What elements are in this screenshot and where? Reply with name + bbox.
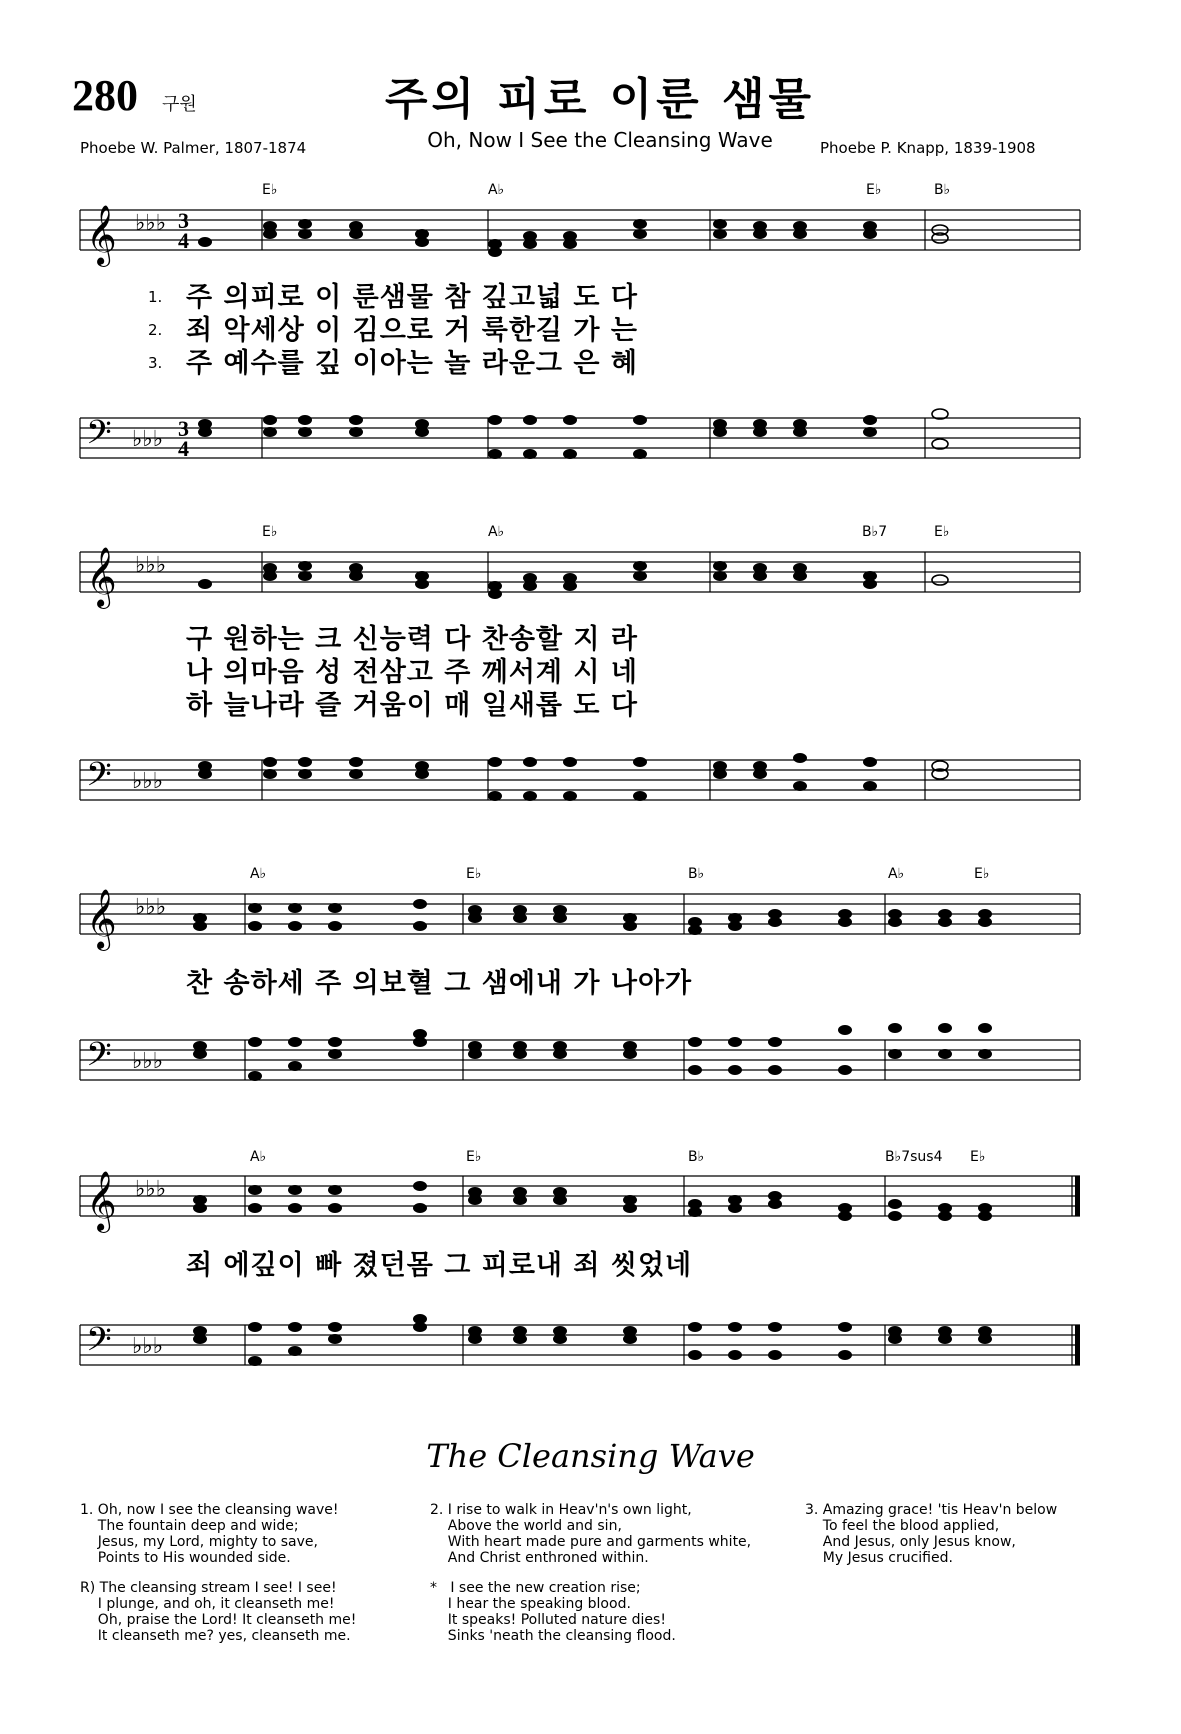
hymn-title: 주의 피로 이룬 샘물: [385, 74, 815, 125]
treble-staff: [0, 542, 1181, 622]
treble-staff: [0, 884, 1181, 964]
lyricist-credit: Phoebe W. Palmer, 1807-1874: [80, 139, 307, 157]
chord-symbol: A♭: [888, 866, 905, 882]
lyric-line: 죄 악세상 이 김으로 거 룩한길 가 는: [186, 315, 638, 346]
english-subtitle: Oh, Now I See the Cleansing Wave: [427, 128, 773, 152]
svg-text:♭♭♭: ♭♭♭: [135, 1177, 167, 1202]
chord-symbol: A♭: [488, 182, 505, 198]
english-stanza: 2. I rise to walk in Heav'n's own light, Above the world and sin, With heart made pure and garments white, And Christ enthroned within.: [430, 1502, 752, 1566]
hymn-number: 280: [72, 71, 138, 120]
svg-text:♭♭♭: ♭♭♭: [135, 211, 167, 236]
treble-staff: [0, 200, 1181, 280]
lyric-line: 죄 에깊이 빠 졌던몸 그 피로내 죄 씻었네: [186, 1250, 693, 1281]
chord-symbol: B♭: [934, 182, 951, 198]
svg-text:♭♭♭: ♭♭♭: [135, 895, 167, 920]
svg-text:𝄞: 𝄞: [86, 205, 117, 265]
bass-staff: [0, 740, 1181, 820]
svg-text:4: 4: [178, 228, 189, 253]
svg-text:𝄢: 𝄢: [86, 1321, 112, 1367]
svg-text:𝄞: 𝄞: [86, 1171, 117, 1231]
verse-number: 3.: [148, 354, 163, 372]
verse-number: 2.: [148, 321, 163, 339]
lyric-line: 주 예수를 깊 이아는 놀 라운그 은 혜: [186, 348, 638, 379]
lyric-line: 구 원하는 크 신능력 다 찬송할 지 라: [186, 624, 638, 655]
chord-symbol: E♭: [262, 182, 278, 198]
lyric-line: 나 의마음 성 전삼고 주 께서계 시 네: [186, 657, 638, 688]
svg-text:𝄢: 𝄢: [86, 414, 112, 460]
lyric-line: 찬 송하세 주 의보혈 그 샘에내 가 나아가: [186, 968, 693, 999]
chord-symbol: A♭: [250, 1149, 267, 1165]
svg-text:♭♭♭: ♭♭♭: [132, 1334, 164, 1359]
lyric-line: 하 늘나라 즐 거움이 매 일새롭 도 다: [186, 690, 638, 721]
chord-symbol: E♭: [466, 866, 482, 882]
english-refrain: R) The cleansing stream I see! I see! I plunge, and oh, it cleanseth me! Oh, praise the Lord! It cleanseth me! It cleanseth me? yes, cleanseth me.: [80, 1580, 357, 1644]
english-stanza: * I see the new creation rise; I hear the speaking blood. It speaks! Polluted nature dies! Sinks 'neath the cleansing flood.: [430, 1580, 676, 1644]
svg-text:♭♭♭: ♭♭♭: [132, 769, 164, 794]
bass-staff: [0, 1020, 1181, 1100]
english-stanza: 3. Amazing grace! 'tis Heav'n below To feel the blood applied, And Jesus, only Jesus know, My Jesus crucified.: [805, 1502, 1058, 1566]
hymn-category: 구원: [162, 94, 197, 115]
svg-text:4: 4: [178, 436, 189, 461]
chord-symbol: B♭: [688, 1149, 705, 1165]
svg-text:3: 3: [178, 416, 189, 441]
chord-symbol: A♭: [488, 524, 505, 540]
bass-staff: [0, 398, 1181, 478]
svg-text:𝄞: 𝄞: [86, 547, 117, 607]
chord-symbol: E♭: [866, 182, 882, 198]
svg-text:𝄢: 𝄢: [86, 1036, 112, 1082]
svg-text:𝄞: 𝄞: [86, 889, 117, 949]
treble-staff: [0, 1166, 1181, 1246]
lyric-line: 주 의피로 이 룬샘물 참 깊고넓 도 다: [186, 282, 638, 313]
svg-text:𝄢: 𝄢: [86, 756, 112, 802]
chord-symbol: E♭: [262, 524, 278, 540]
chord-symbol: E♭: [974, 866, 990, 882]
verse-number: 1.: [148, 288, 163, 306]
english-title: The Cleansing Wave: [426, 1437, 755, 1475]
english-stanza: 1. Oh, now I see the cleansing wave! The fountain deep and wide; Jesus, my Lord, mighty to save, Points to His wounded side.: [80, 1502, 339, 1566]
composer-credit: Phoebe P. Knapp, 1839-1908: [820, 139, 1036, 157]
chord-symbol: E♭: [466, 1149, 482, 1165]
svg-text:♭♭♭: ♭♭♭: [132, 427, 164, 452]
chord-symbol: B♭7: [862, 524, 888, 540]
chord-symbol: A♭: [250, 866, 267, 882]
svg-text:♭♭♭: ♭♭♭: [132, 1049, 164, 1074]
chord-symbol: B♭7sus4: [885, 1149, 943, 1165]
chord-symbol: E♭: [934, 524, 950, 540]
bass-staff: [0, 1305, 1181, 1385]
svg-text:♭♭♭: ♭♭♭: [135, 553, 167, 578]
chord-symbol: E♭: [970, 1149, 986, 1165]
svg-text:3: 3: [178, 208, 189, 233]
chord-symbol: B♭: [688, 866, 705, 882]
